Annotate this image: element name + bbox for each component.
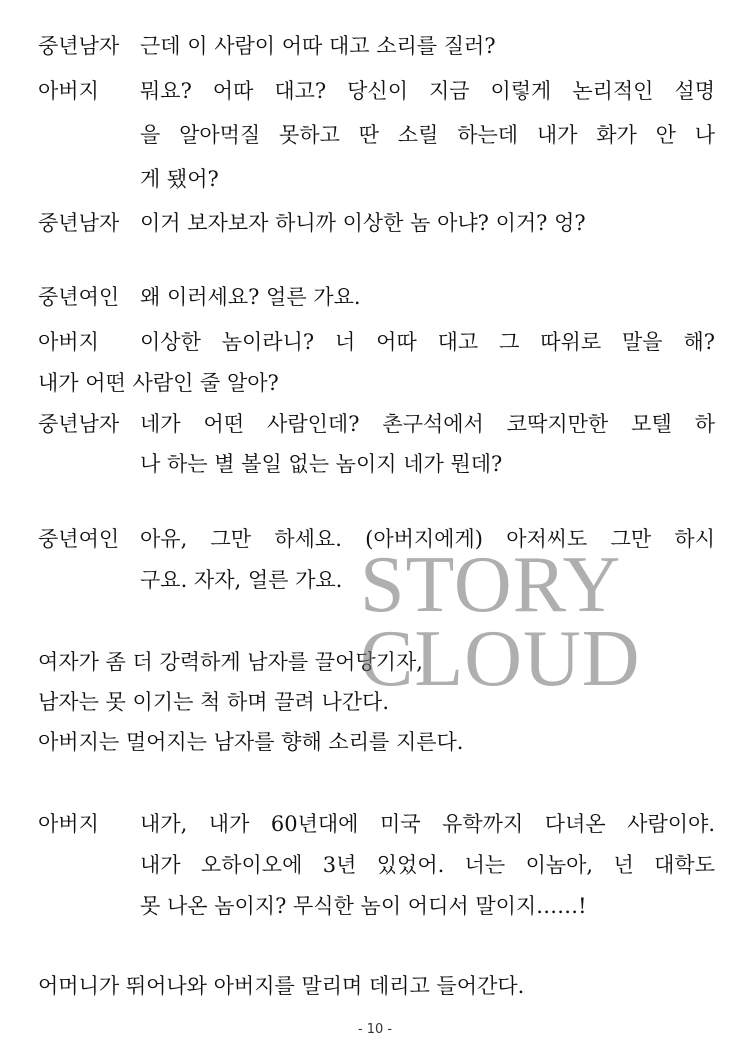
dialogue-text: 아유, 그만 하세요. (아버지에게) 아저씨도 그만 하시 [140, 527, 715, 551]
dialogue-line [0, 519, 750, 559]
speaker-name: 중년남자 [38, 412, 120, 436]
dialogue-text: 을 알아먹질 못하고 딴 소릴 하는데 내가 화가 안 나 [140, 123, 715, 147]
speaker-name: 중년남자 [38, 211, 120, 235]
stage-direction [0, 966, 750, 1006]
dialogue-text: 이거 보자보자 하니까 이상한 놈 아냐? 이거? 엉? [140, 211, 586, 235]
dialogue-line [0, 71, 750, 111]
speaker-name: 아버지 [38, 812, 99, 836]
dialogue-line [0, 26, 750, 66]
speaker-name: 아버지 [38, 330, 99, 354]
dialogue-line-continuation [0, 115, 750, 155]
dialogue-text: 내가 오하이오에 3년 있었어. 너는 이놈아, 넌 대학도 [140, 853, 715, 877]
dialogue-line-continuation [0, 159, 750, 199]
dialogue-text: 구요. 자자, 얼른 가요. [140, 568, 343, 592]
speaker-name: 중년남자 [38, 34, 120, 58]
dialogue-text: 이상한 놈이라니? 너 어따 대고 그 따위로 말을 해? [140, 330, 715, 354]
dialogue-text: 게 됐어? [140, 167, 219, 191]
dialogue-line-continuation [0, 886, 750, 926]
dialogue-line-continuation [0, 560, 750, 600]
page-number: - 10 - [357, 1022, 393, 1037]
dialogue-line-continuation [0, 444, 750, 484]
dialogue-text: 내가, 내가 60년대에 미국 유학까지 다녀온 사람이야. [140, 812, 715, 836]
stage-direction [0, 682, 750, 722]
stage-direction-text: 여자가 좀 더 강력하게 남자를 끌어당기자, [38, 650, 423, 674]
speaker-name: 아버지 [38, 79, 99, 103]
dialogue-line [0, 203, 750, 243]
stage-direction-text: 어머니가 뛰어나와 아버지를 말리며 데리고 들어간다. [38, 974, 525, 998]
dialogue-text: 근데 이 사람이 어따 대고 소리를 질러? [140, 34, 496, 58]
dialogue-text: 나 하는 별 볼일 없는 놈이지 네가 뭔데? [140, 452, 503, 476]
watermark-line: STORY [360, 541, 622, 629]
speaker-name: 중년여인 [38, 285, 120, 309]
dialogue-text: 네가 어떤 사람인데? 촌구석에서 코딱지만한 모텔 하 [140, 412, 715, 436]
stage-direction-text: 아버지는 멀어지는 남자를 향해 소리를 지른다. [38, 730, 464, 754]
stage-direction [0, 642, 750, 682]
dialogue-line-full [0, 363, 750, 403]
dialogue-line [0, 322, 750, 362]
stage-direction-text: 남자는 못 이기는 척 하며 끌려 나간다. [38, 690, 390, 714]
dialogue-line [0, 404, 750, 444]
stage-direction [0, 722, 750, 762]
watermark-line: CLOUD [360, 615, 641, 703]
dialogue-line [0, 804, 750, 844]
speaker-name: 중년여인 [38, 527, 120, 551]
dialogue-text: 내가 어떤 사람인 줄 알아? [38, 371, 279, 395]
dialogue-line [0, 277, 750, 317]
dialogue-line-continuation [0, 845, 750, 885]
dialogue-text: 뭐요? 어따 대고? 당신이 지금 이렇게 논리적인 설명 [140, 79, 715, 103]
dialogue-text: 왜 이러세요? 얼른 가요. [140, 285, 361, 309]
dialogue-text: 못 나온 놈이지? 무식한 놈이 어디서 말이지……! [140, 894, 587, 918]
